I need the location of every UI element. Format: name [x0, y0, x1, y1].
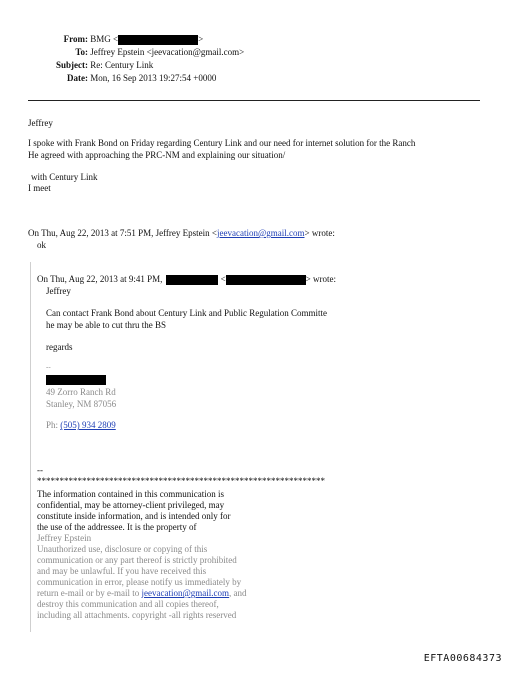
- reply2-regards: regards: [46, 342, 73, 352]
- disclaimer-line-4: the use of the addressee. It is the property of: [37, 522, 197, 532]
- disclaimer-line-10-suffix: , and: [228, 588, 247, 598]
- redaction-box: [46, 375, 106, 385]
- signature-dash: --: [46, 363, 51, 371]
- reply2-intro-suffix: > wrote:: [305, 274, 336, 284]
- from-row: [40, 34, 203, 45]
- body-line-3: with Century Link: [31, 172, 98, 182]
- address-line-2: Stanley, NM 87056: [46, 399, 117, 409]
- reply1-intro-prefix: On Thu, Aug 22, 2013 at 7:51 PM, Jeffrey Epstein <: [28, 228, 217, 238]
- from-value: BMG <: [90, 34, 119, 44]
- disclaimer-line-6: Unauthorized use, disclosure or copying of this: [37, 544, 208, 554]
- reply1-intro-suffix: > wrote:: [304, 228, 335, 238]
- greeting: Jeffrey: [28, 118, 53, 128]
- date-value: Mon, 16 Sep 2013 19:27:54 +0000: [90, 73, 217, 83]
- reply1-text: ok: [37, 240, 46, 250]
- disclaimer-line-7: communication or any part thereof is strictly prohibited: [37, 555, 237, 565]
- reply2-greeting: Jeffrey: [46, 286, 71, 296]
- to-row: [40, 47, 244, 58]
- phone-label: Ph:: [46, 420, 59, 430]
- disclaimer-line-11: destroy this communication and all copies thereof,: [37, 599, 219, 609]
- phone-row: [46, 420, 116, 431]
- disclaimer-dashes: --: [37, 465, 43, 475]
- reply2-intro-prefix: On Thu, Aug 22, 2013 at 9:41 PM,: [37, 274, 163, 284]
- quote-bar: [30, 262, 31, 632]
- date-row: [40, 73, 216, 84]
- document-id: EFTA00684373: [423, 653, 502, 664]
- subject-label: Subject:: [56, 60, 88, 70]
- from-close: >: [198, 34, 204, 44]
- disclaimer-stars: ****************************************************************: [37, 476, 325, 486]
- to-label: To:: [75, 47, 88, 57]
- to-value: Jeffrey Epstein <jeevacation@gmail.com>: [90, 47, 245, 57]
- address-line-1: 49 Zorro Ranch Rd: [46, 387, 116, 397]
- redaction-box: [226, 275, 306, 285]
- date-label: Date:: [67, 73, 88, 83]
- reply2-intro-lt: <: [220, 274, 226, 284]
- disclaimer-line-12: including all attachments. copyright -all rights reserved: [37, 610, 237, 620]
- body-line-2: He agreed with approaching the PRC-NM and explaining our situation/: [28, 150, 286, 160]
- reply2-line-1: Can contact Frank Bond about Century Link and Public Regulation Committe: [46, 308, 327, 318]
- reply1-intro: [28, 228, 335, 239]
- redaction-box: [166, 275, 218, 285]
- header-divider: [28, 100, 480, 101]
- disclaimer-line-5: Jeffrey Epstein: [37, 533, 92, 543]
- disclaimer-line-8: and may be unlawful. If you have received this: [37, 566, 207, 576]
- body-line-1: I spoke with Frank Bond on Friday regarding Century Link and our need for internet solution for the Ranch: [28, 138, 416, 148]
- reply2-line-2: he may be able to cut thru the BS: [46, 320, 166, 330]
- subject-value: Re: Century Link: [90, 60, 154, 70]
- disclaimer-line-9: communication in error, please notify us immediately by: [37, 577, 242, 587]
- phone-link[interactable]: (505) 934 2809: [60, 420, 116, 430]
- disclaimer-line-10: [37, 588, 246, 599]
- reply2-intro: [37, 274, 336, 285]
- body-line-4: I meet: [28, 183, 51, 193]
- from-label: From:: [63, 34, 88, 44]
- disclaimer-line-2: confidential, may be attorney-client privileged, may: [37, 500, 225, 510]
- disclaimer-email-link[interactable]: jeevacation@gmail.com: [141, 588, 229, 598]
- disclaimer-line-1: The information contained in this communication is: [37, 489, 224, 499]
- disclaimer-line-10-prefix: return e-mail or by e-mail to: [37, 588, 142, 598]
- reply1-email-link[interactable]: jeevacation@gmail.com: [216, 228, 305, 238]
- disclaimer-line-3: constitute inside information, and is intended only for: [37, 511, 231, 521]
- redaction-box: [118, 35, 198, 45]
- subject-row: [20, 60, 153, 71]
